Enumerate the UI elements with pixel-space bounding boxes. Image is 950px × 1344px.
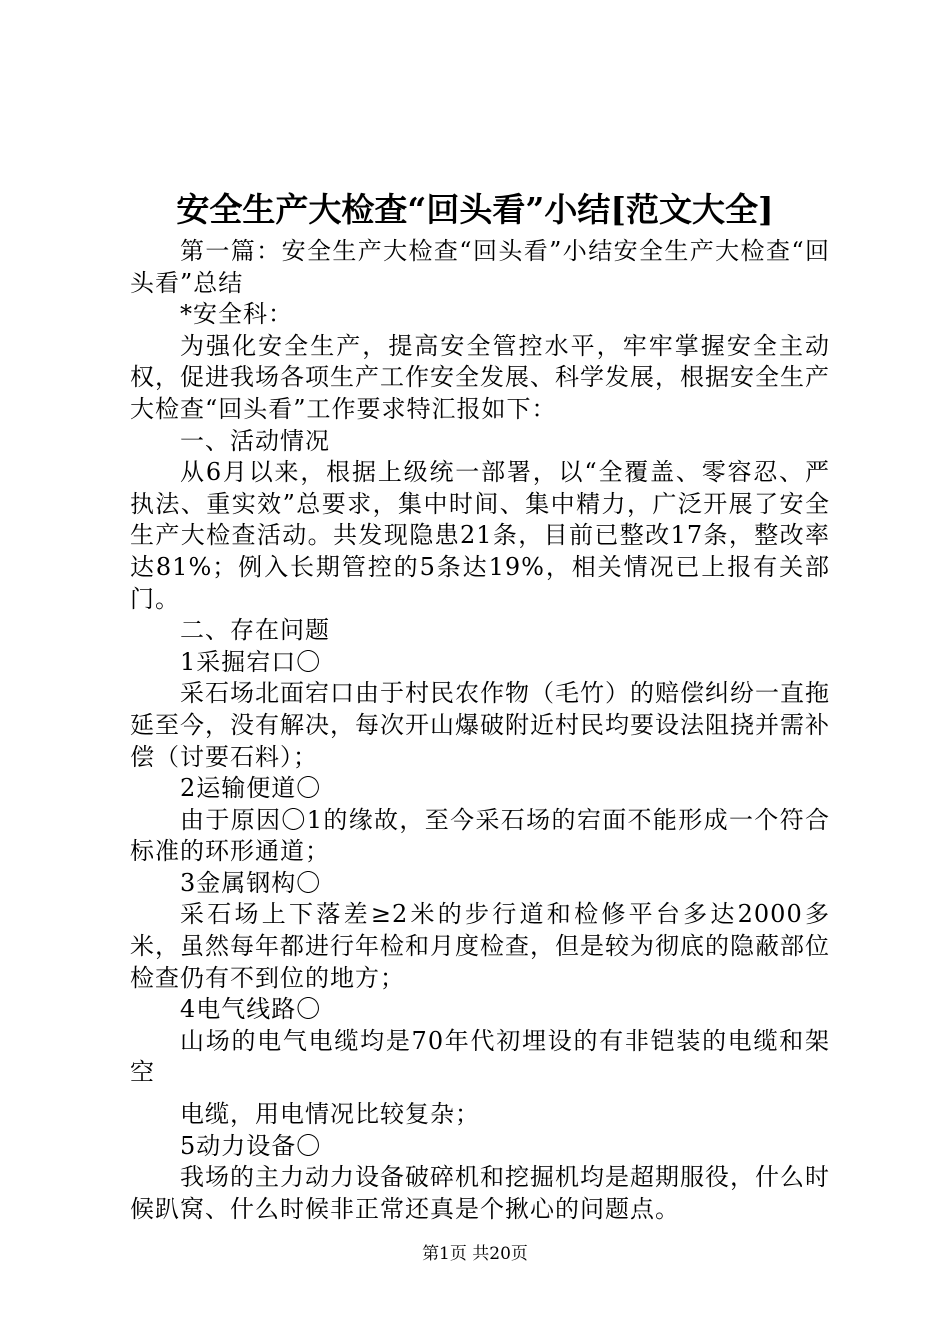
- paragraph-addressee: *安全科：: [180, 300, 293, 329]
- page-footer: 第1页 共20页: [422, 1244, 528, 1264]
- item-heading-1: 1采掘宕口〇: [180, 647, 322, 676]
- item-heading-4: 4电气线路〇: [180, 995, 322, 1024]
- item-text-5: 我场的主力动力设备破碎机和挖掘机均是超期服役，什么时候趴窝、什么时候非正常还真是个揪心的问题点。: [130, 1163, 830, 1223]
- document-title: 安全生产大检查“回头看”小结[范文大全]: [176, 190, 774, 229]
- section-heading-activity: 一、活动情况: [180, 426, 330, 455]
- item-text-4a: 山场的电气电缆均是70年代初埋设的有非铠装的电缆和架空: [130, 1026, 830, 1087]
- item-heading-3: 3金属钢构〇: [180, 868, 322, 897]
- document-body: [130, 236, 830, 1225]
- item-text-3: 采石场上下落差≥2米的步行道和检修平台多达2000多米，虽然每年都进行年检和月度检查，但是较为彻底的隐蔽部位检查仍有不到位的地方；: [130, 900, 830, 992]
- item-text-4b: 电缆，用电情况比较复杂；: [180, 1100, 480, 1129]
- paragraph-activity: 从6月以来，根据上级统一部署，以“全覆盖、零容忍、严执法、重实效”总要求，集中时间、集中精力，广泛开展了安全生产大检查活动。共发现隐患21条，目前已整改17条，整改率达81%；例入长期管控的5条达19%，相关情况已上报有关部门。: [130, 458, 830, 613]
- item-text-1: 采石场北面宕口由于村民农作物（毛竹）的赔偿纠纷一直拖延至今，没有解决，每次开山爆破附近村民均要设法阻挠并需补偿（讨要石料）；: [130, 679, 830, 771]
- paragraph-intro: 为强化安全生产，提高安全管控水平，牢牢掌握安全主动权，促进我场各项生产工作安全发展、科学发展，根据安全生产大检查“回头看”工作要求特汇报如下：: [130, 331, 830, 423]
- item-heading-2: 2运输便道〇: [180, 774, 322, 803]
- item-text-2: 由于原因〇1的缘故，至今采石场的宕面不能形成一个符合标准的环形通道；: [130, 805, 830, 866]
- paragraph-heading-first: 第一篇：安全生产大检查“回头看”小结安全生产大检查“回头看”总结: [130, 237, 830, 297]
- item-heading-5: 5动力设备〇: [180, 1131, 322, 1160]
- section-heading-problems: 二、存在问题: [180, 616, 330, 645]
